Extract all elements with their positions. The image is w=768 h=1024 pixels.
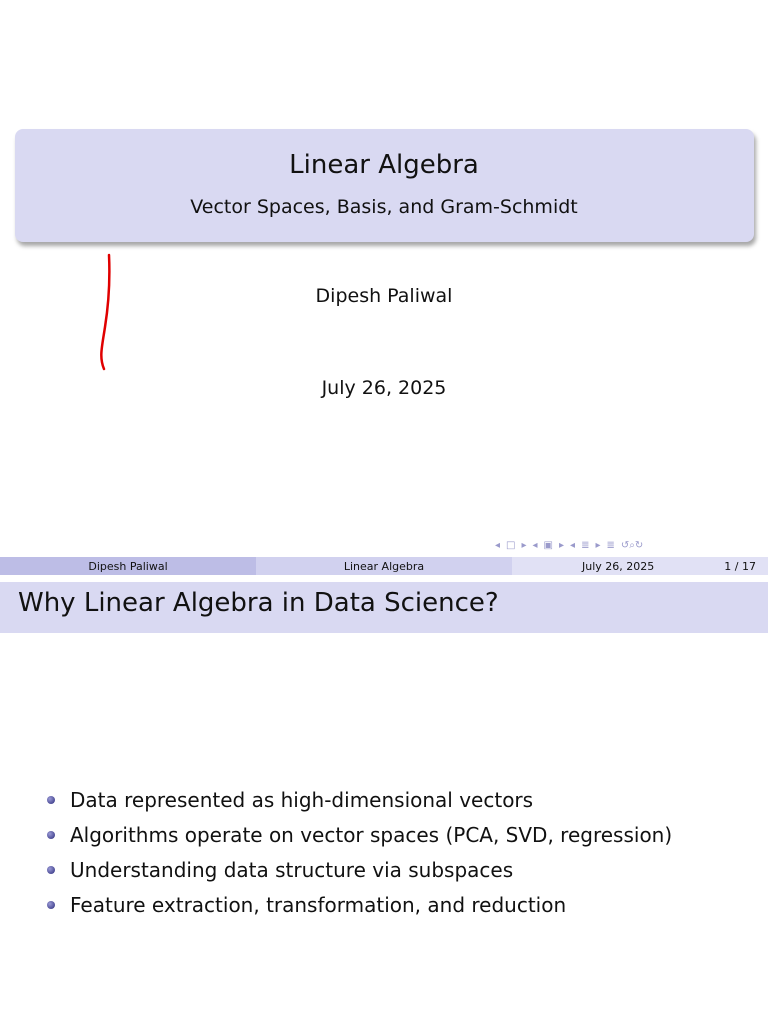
nav-doc-icon[interactable]: ≣	[606, 539, 615, 551]
beamer-navigation[interactable]	[495, 537, 765, 553]
presentation-date: July 26, 2025	[321, 377, 447, 399]
footer-page-number: 1 / 17	[724, 559, 756, 573]
nav-search-icon[interactable]: ↺⌕↻	[620, 539, 644, 551]
nav-section-icon[interactable]: ≣	[581, 539, 590, 551]
nav-prev-subsection-icon[interactable]: ◂	[532, 539, 538, 551]
list-item: Algorithms operate on vector spaces (PCA, SVD, regression)	[44, 821, 672, 856]
list-item: Data represented as high-dimensional vectors	[44, 786, 672, 821]
nav-next-frame-icon[interactable]: ▸	[521, 539, 527, 551]
bullet-icon	[47, 866, 55, 874]
bullet-icon	[47, 901, 55, 909]
nav-next-section-icon[interactable]: ▸	[595, 539, 601, 551]
nav-subsection-icon[interactable]: ▣	[543, 539, 553, 551]
nav-prev-frame-icon[interactable]: ◂	[495, 539, 501, 551]
title-box	[15, 129, 754, 242]
footer-date: July 26, 2025	[582, 559, 655, 573]
nav-frame-icon[interactable]: □	[506, 539, 516, 551]
bullet-list	[44, 786, 672, 926]
annotation-stroke	[90, 252, 120, 377]
bullet-icon	[47, 796, 55, 804]
footer-bar	[0, 557, 768, 575]
nav-prev-section-icon[interactable]: ◂	[570, 539, 576, 551]
nav-next-subsection-icon[interactable]: ▸	[559, 539, 565, 551]
footer-author: Dipesh Paliwal	[0, 557, 256, 575]
bullet-icon	[47, 831, 55, 839]
author-name: Dipesh Paliwal	[315, 285, 453, 307]
presentation-title: Linear Algebra	[289, 150, 479, 180]
footer-right	[512, 557, 768, 575]
list-item: Feature extraction, transformation, and reduction	[44, 891, 672, 926]
frame-title: Why Linear Algebra in Data Science?	[18, 588, 499, 618]
presentation-subtitle: Vector Spaces, Basis, and Gram-Schmidt	[190, 196, 578, 218]
footer-title: Linear Algebra	[256, 557, 512, 575]
list-item: Understanding data structure via subspaces	[44, 856, 672, 891]
